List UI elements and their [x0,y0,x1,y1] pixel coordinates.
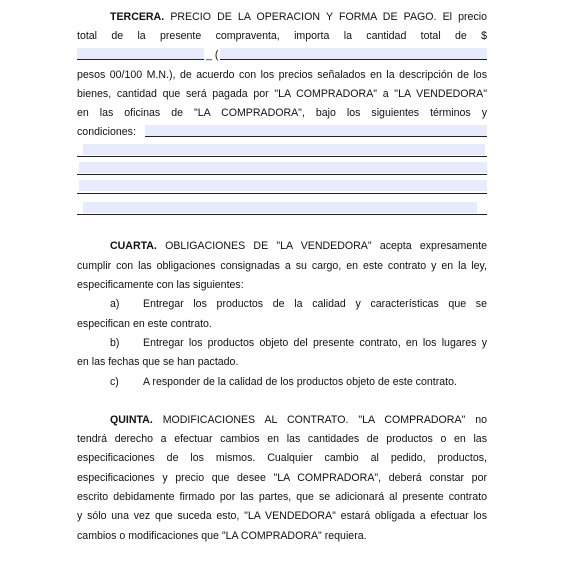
price-words-field[interactable] [220,48,487,60]
tercera-line-6: en las oficinas de "LA COMPRADORA", bajo los siguientes términos y [77,107,487,119]
cuarta-title: OBLIGACIONES DE "LA VENDEDORA" acepta expresamente [165,240,487,252]
quinta-line-4: especificaciones y precio que desee "LA COMPRADORA", deberá constar por [77,472,487,484]
item-a-letter: a) [110,298,120,310]
conditions-band-4[interactable] [83,202,477,213]
quinta-line-5: escrito debidamente firmado por las partes, que se adicionará al presente contrato [77,491,487,503]
item-a-text-2: especifican en este contrato. [77,318,212,330]
item-b-text-1: Entregar los productos objeto del presente contrato, en los lugares y [143,337,487,349]
quinta-line-2: tendrá derecho a efectuar cambios en las cantidades de productos o en las [77,433,487,445]
tercera-line-7: condiciones: [77,126,136,138]
tercera-line-3-sep: _ ( [206,49,219,61]
quinta-line-6: y sólo una vez que suceda esto, "LA VENDEDORA" estará obligada a efectuar los [77,510,487,522]
quinta-line-1 [110,414,487,427]
quinta-heading: QUINTA. [110,414,153,426]
item-c-text-1: A responder de la calidad de los productos objeto de este contrato. [143,376,457,388]
item-b-letter: b) [110,337,120,349]
cuarta-line-1 [110,240,487,253]
price-amount-field[interactable] [77,48,204,60]
conditions-rule-2 [77,174,487,175]
quinta-title: MODIFICACIONES AL CONTRATO. "LA COMPRADORA" no [162,414,487,426]
conditions-rule-3 [77,193,487,194]
conditions-rule-1 [77,156,487,157]
tercera-line-2: total de la presente compraventa, importa la cantidad total de $ [77,30,487,42]
cuarta-heading: CUARTA. [110,240,157,252]
cuarta-line-3: especificamente con las siguientes: [77,279,244,291]
tercera-line-4: pesos 00/100 M.N.), de acuerdo con los precios señalados en la descripción de los [77,69,487,81]
item-a-text-1: Entregar los productos de la calidad y características que se [143,298,487,310]
item-b-text-2: en las fechas que se han pactado. [77,356,239,368]
quinta-line-3: especificaciones de los mismos. Cualquier cambio al pedido, productos, [77,452,487,464]
tercera-title: PRECIO DE LA OPERACION Y FORMA DE PAGO. El precio [170,11,487,23]
conditions-field[interactable] [145,125,487,137]
conditions-band-2[interactable] [79,162,487,173]
quinta-line-7: cambios o modificaciones que "LA COMPRADORA" requiera. [77,530,367,542]
conditions-rule-4 [77,214,487,215]
conditions-band-1[interactable] [83,144,485,155]
tercera-heading: TERCERA. [110,11,165,23]
item-c-letter: c) [110,376,119,388]
tercera-line-1 [110,11,487,24]
cuarta-line-2: cumplir con las obligaciones consignadas a su cargo, en este contrato y en la ley, [77,260,487,272]
tercera-line-5: bienes, cantidad que será pagada por "LA COMPRADORA" a "LA VENDEDORA" [77,88,487,100]
conditions-band-3[interactable] [79,180,487,191]
